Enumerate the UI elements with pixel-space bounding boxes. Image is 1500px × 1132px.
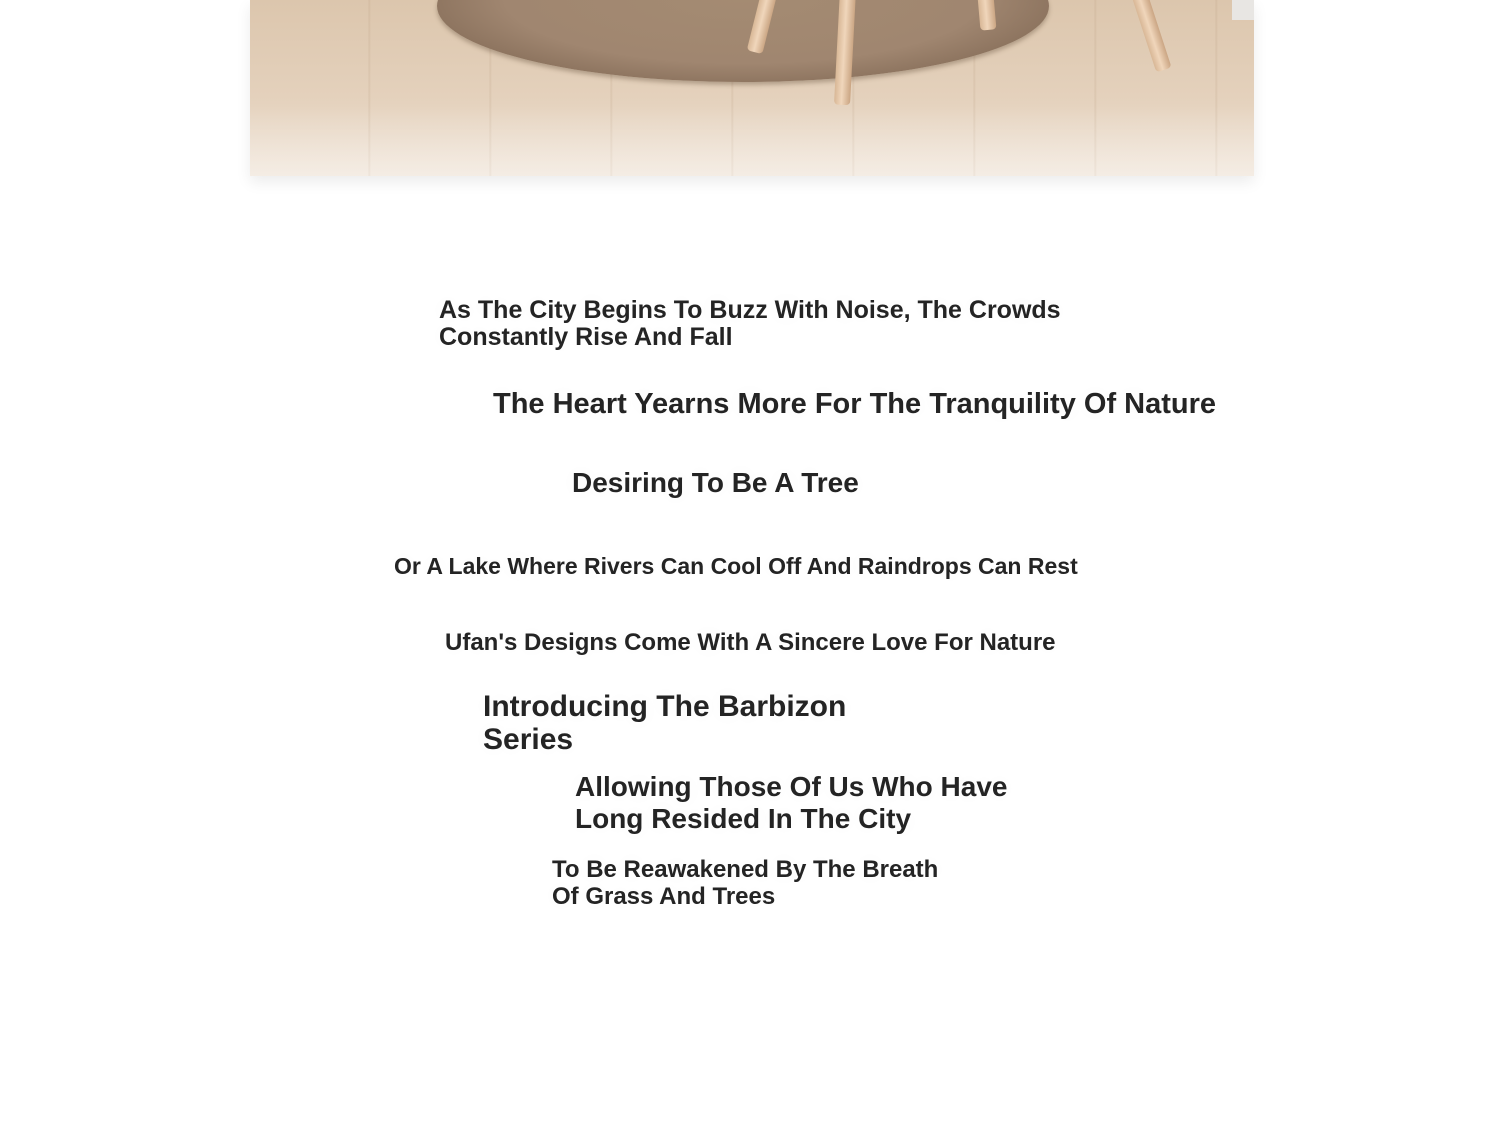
series-title: Introducing The Barbizon Series	[483, 690, 847, 756]
floor-sheen	[250, 106, 1254, 176]
story-line-4: Or A Lake Where Rivers Can Cool Off And Raindrops Can Rest	[394, 553, 1078, 579]
story-line-8: To Be Reawakened By The Breath Of Grass And Trees	[552, 856, 939, 910]
story-line-1: As The City Begins To Buzz With Noise, The Crowds Constantly Rise And Fall	[439, 296, 1061, 351]
wall-corner	[1232, 0, 1254, 20]
story-line-2: The Heart Yearns More For The Tranquility Of Nature	[493, 388, 1217, 420]
hero-photo	[250, 0, 1254, 176]
chair-leg	[977, 0, 996, 31]
story-line-3: Desiring To Be A Tree	[572, 467, 859, 498]
story-line-7: Allowing Those Of Us Who Have Long Resided In The City	[575, 771, 1008, 834]
story-line-5: Ufan's Designs Come With A Sincere Love For Nature	[445, 629, 1056, 656]
